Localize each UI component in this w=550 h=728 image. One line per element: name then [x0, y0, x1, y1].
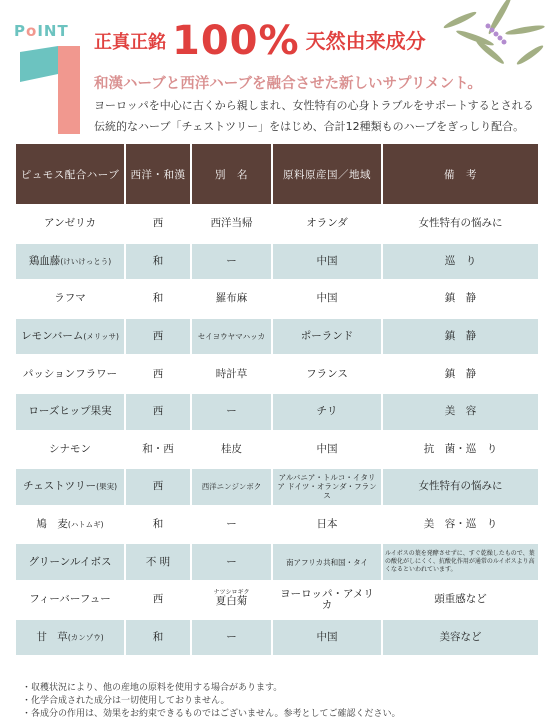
- header-origin: 原料原産国／地域: [273, 144, 381, 204]
- cell-herb: [16, 620, 124, 656]
- footnote: ・収穫状況により、他の産地の原料を使用する場合があります。: [22, 683, 283, 693]
- cell-type: 和: [152, 518, 164, 531]
- cell-alias: セイヨウヤマハッカ: [192, 319, 271, 355]
- headline-natural-origin: 天然由来成分: [305, 29, 426, 53]
- point-number-one: [16, 42, 86, 134]
- cell-origin: 中国: [273, 244, 381, 280]
- cell-type: 西: [126, 319, 190, 355]
- cell-herb: [16, 582, 124, 618]
- header-alias: 別 名: [192, 144, 271, 204]
- herb-name: グリーンルイボス: [28, 555, 112, 568]
- cell-type: 西: [152, 367, 164, 380]
- cell-alias: ー: [192, 244, 271, 280]
- table-row: [16, 469, 538, 505]
- cell-note: 頭重感など: [434, 593, 487, 606]
- footnote: ・各成分の作用は、効果をお約束できるものではございません。参考としてご確認ください。: [22, 709, 401, 719]
- cell-note: 鎮 静: [383, 319, 538, 355]
- cell-origin: チリ: [273, 394, 381, 430]
- cell-note: 美容など: [383, 620, 538, 656]
- header-herb: ピュモス配合ハーブ: [16, 144, 124, 204]
- cell-alias: ー: [192, 394, 271, 430]
- herb-name-reading: (メリッサ): [83, 332, 119, 342]
- cell-alias: 時計草: [215, 367, 248, 380]
- herb-name-reading: (カンゾウ): [67, 632, 104, 642]
- table-row: [16, 394, 538, 430]
- table-row: [16, 356, 538, 392]
- herb-name: 甘 草: [36, 630, 68, 643]
- cell-herb: [16, 469, 124, 505]
- cell-herb: [16, 432, 124, 468]
- description: [94, 95, 534, 137]
- herb-name-reading: (けいけっとう): [60, 256, 112, 266]
- cell-type: 西: [152, 593, 164, 606]
- cell-origin: 南アフリカ共和国・タイ: [273, 544, 381, 580]
- herb-name: チェストツリー: [22, 480, 97, 493]
- cell-note: 抗 菌・巡 り: [423, 442, 498, 455]
- herb-leaves-decoration: [430, 0, 550, 80]
- herb-table: [14, 142, 540, 657]
- cell-note: 鎮 静: [444, 292, 477, 305]
- cell-herb: [16, 544, 124, 580]
- subheadline: 和漢ハーブと西洋ハーブを融合させた新しいサプリメント。: [94, 76, 482, 92]
- herb-name: レモンバーム: [21, 330, 84, 343]
- cell-type: 西: [126, 394, 190, 430]
- herb-name-reading: (果実): [96, 482, 118, 492]
- herb-name: フィーバーフュー: [29, 593, 111, 606]
- cell-note: 鎮 静: [444, 367, 477, 380]
- table-row: [16, 206, 538, 242]
- table-row: [16, 432, 538, 468]
- table-row: [16, 507, 538, 543]
- header-type: 西洋・和漢: [126, 144, 190, 204]
- cell-type: 和・西: [142, 442, 174, 455]
- cell-alias: ー: [226, 518, 237, 531]
- footnotes: [22, 682, 401, 721]
- cell-type: 和: [152, 292, 164, 305]
- table-header-row: [16, 144, 538, 204]
- table-row: [16, 544, 538, 580]
- cell-note: 女性特有の悩みに: [418, 217, 503, 230]
- point-suffix: INT: [37, 22, 69, 40]
- cell-note: ルイボスの葉を発酵させずに、すぐ乾燥したもので、葉の酸化がしにくく、抗酸化作用が通常のルイボスより高くなるといわれています。: [383, 544, 538, 580]
- cell-note: 美 容: [383, 394, 538, 430]
- cell-herb: [16, 206, 124, 242]
- herb-name-reading: (ハトムギ): [67, 520, 104, 530]
- cell-note: 美 容・巡 り: [423, 518, 498, 531]
- cell-herb: [16, 281, 124, 317]
- point-o: o: [26, 22, 38, 40]
- cell-alias: [192, 582, 271, 618]
- cell-type: 西: [152, 217, 164, 230]
- table-row: [16, 244, 538, 280]
- description-line: ヨーロッパを中心に古くから親しまれ、女性特有の心身トラブルをサポートするとされる: [94, 99, 534, 112]
- cell-type: 不 明: [126, 544, 190, 580]
- cell-alias: 西洋当帰: [210, 217, 253, 230]
- point-prefix: P: [14, 22, 26, 40]
- point-label: [14, 22, 69, 40]
- herb-name: 鶏血藤: [28, 254, 61, 267]
- herb-name: ローズヒップ果実: [28, 405, 112, 418]
- cell-herb: [16, 319, 124, 355]
- cell-alias: ー: [192, 620, 271, 656]
- description-line: 伝統的なハーブ「チェストツリー」をはじめ、合計12種類ものハーブをぎっしり配合。: [94, 120, 525, 133]
- cell-origin: ポーランド: [273, 319, 381, 355]
- table-row: [16, 582, 538, 618]
- cell-herb: [16, 244, 124, 280]
- herb-name: ラフマ: [54, 292, 86, 305]
- cell-origin: フランス: [306, 367, 348, 380]
- footnote: ・化学合成された成分は一切使用しておりません。: [22, 696, 230, 706]
- table-row: [16, 281, 538, 317]
- herb-name: アンゼリカ: [44, 217, 96, 230]
- cell-origin: 中国: [316, 292, 338, 305]
- cell-herb: [16, 394, 124, 430]
- cell-origin: オランダ: [306, 217, 348, 230]
- cell-alias: 西洋ニンジンボク: [192, 469, 271, 505]
- cell-type: 和: [126, 620, 190, 656]
- cell-origin: 日本: [316, 518, 338, 531]
- cell-origin: 中国: [273, 620, 381, 656]
- header-note: 備 考: [383, 144, 538, 204]
- cell-note: 巡 り: [383, 244, 538, 280]
- alias-text: 夏白菊: [215, 594, 248, 607]
- headline-genuine: 正真正銘: [94, 32, 166, 53]
- cell-type: 西: [126, 469, 190, 505]
- cell-alias: 桂皮: [221, 442, 242, 455]
- cell-origin: ヨーロッパ・アメリカ: [280, 587, 374, 611]
- headline-percentage: 100%: [172, 18, 300, 64]
- cell-alias: ー: [192, 544, 271, 580]
- cell-type: 和: [126, 244, 190, 280]
- cell-origin: 中国: [316, 442, 338, 455]
- cell-origin: アルバニア・トルコ・イタリア ドイツ・オランダ・フランス: [273, 469, 381, 505]
- herb-name: 鳩 麦: [36, 518, 68, 531]
- cell-alias: 羅布麻: [215, 292, 248, 305]
- cell-herb: [16, 507, 124, 543]
- herb-name: シナモン: [49, 442, 91, 455]
- alias-reading: ナツシロギク: [213, 588, 250, 596]
- table-row: [16, 319, 538, 355]
- table-row: [16, 620, 538, 656]
- herb-name: パッションフラワー: [22, 367, 118, 380]
- cell-note: 女性特有の悩みに: [383, 469, 538, 505]
- headline: [94, 18, 426, 64]
- cell-herb: [16, 356, 124, 392]
